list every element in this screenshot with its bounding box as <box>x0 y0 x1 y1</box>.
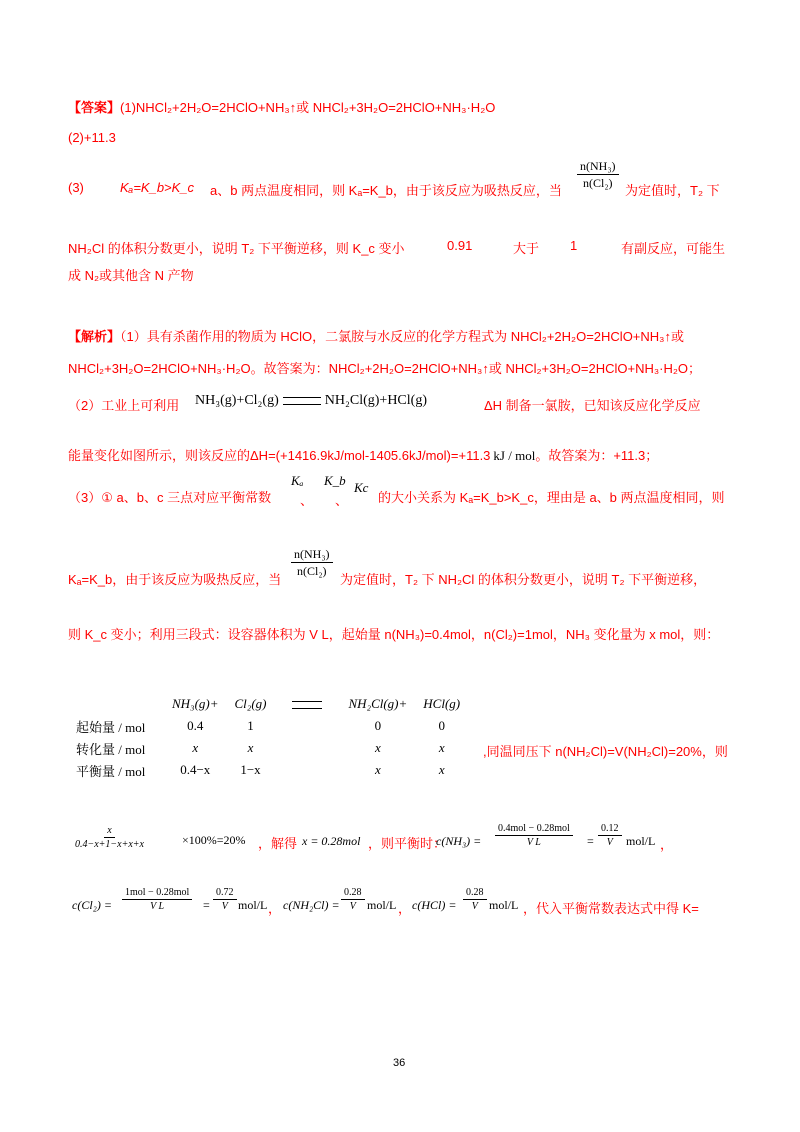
c-nh3-den: V L <box>526 837 541 848</box>
answer-3-frac-den: n(Cl₂) <box>583 176 613 190</box>
c-cl2-num: 1mol − 0.28mol <box>122 886 192 900</box>
answer-tag: 【答案】 <box>68 100 121 115</box>
reversible-arrow-icon <box>292 701 322 709</box>
c-hcl-frac <box>463 886 487 913</box>
c-nh2cl-frac <box>341 886 365 913</box>
analysis-p2b-tail: 。故答案为：+11.3； <box>535 448 659 463</box>
calc1-text2: ，则平衡时： <box>368 836 447 851</box>
analysis-p3c: 则 K_c 变小；利用三段式：设容器体积为 V L，起始量 n(NH₃)=0.4mol，n(Cl₂)=1mol，NH₃ 变化量为 x mol，则： <box>68 627 720 642</box>
c-nh3-num: 0.4mol − 0.28mol <box>495 822 573 836</box>
answer-3-text2: 为定值时，T₂ 下 <box>625 183 720 198</box>
row-label: 起始量 / mol <box>76 719 146 735</box>
table-header-cell: HCl(g) <box>423 696 461 711</box>
answer-value-1: 0.91 <box>447 238 473 253</box>
equilibrium-table <box>76 693 468 781</box>
c-cl2-frac <box>122 886 192 913</box>
c-nh3-lhs: c(NH₃) = <box>436 834 482 848</box>
analysis-p3-suffix: 的大小关系为 Kₐ=K_b>K_c，理由是 a、b 两点温度相同，则 <box>378 490 725 505</box>
c-nh3-frac <box>495 822 573 849</box>
analysis-p3b-prefix: Kₐ=K_b，由于该反应为吸热反应，当 <box>68 572 282 587</box>
eq-left: NH₃(g)+Cl₂(g) <box>195 393 279 408</box>
analysis-p2b <box>68 445 658 464</box>
table-cell: x <box>374 740 381 755</box>
row-label: 平衡量 / mol <box>76 763 146 779</box>
table-cell: 0.4−x <box>180 762 211 777</box>
c-hcl-den: V <box>471 901 478 912</box>
analysis-p2b-unit: kJ / mol <box>493 448 536 463</box>
eq-right: NH₂Cl(g)+HCl(g) <box>324 393 427 408</box>
table-cell: x <box>374 762 381 777</box>
answer-line4-tail: 有副反应，可能生 <box>621 241 726 256</box>
c-hcl-unit: mol/L <box>489 898 519 912</box>
answer-3-fraction <box>577 158 619 191</box>
c-nh2cl-num: 0.28 <box>341 886 365 900</box>
table-header-cell: NH₃(g)+ <box>172 696 219 711</box>
answer-3-text1: a、b 两点温度相同，则 Kₐ=K_b，由于该反应为吸热反应，当 <box>210 183 562 198</box>
c-nh3-num2: 0.12 <box>598 822 622 836</box>
analysis-p1a-text: （1）具有杀菌作用的物质为 HClO，二氯胺与水反应的化学方程式为 NHCl₂+2H₂O=2HClO+NH₃↑或 <box>120 329 684 344</box>
table-row <box>76 759 468 781</box>
answer-3-k-relation: Kₐ=K_b>K_c <box>120 180 195 195</box>
c-nh3-unit: mol/L <box>626 834 656 848</box>
c-nh3-eq: = <box>587 834 594 848</box>
c-nh2cl-lhs: c(NH₂Cl) = <box>283 898 340 912</box>
c-hcl-num: 0.28 <box>463 886 487 900</box>
table-cell: 0 <box>438 718 445 733</box>
row-label: 转化量 / mol <box>76 741 146 757</box>
analysis-p2b-text: 能量变化如图所示，则该反应的ΔH=(+1416.9kJ/mol-1405.6kJ/mol)=+11.3 <box>68 448 491 463</box>
k-c-symbol: Kc <box>354 480 369 495</box>
answer-line2: (2)+11.3 <box>68 130 116 145</box>
table-cell: 1 <box>247 718 254 733</box>
answer-line5: 成 N₂或其他含 N 产物 <box>68 268 194 283</box>
c-nh3-frac2 <box>598 822 622 849</box>
c-cl2-den2: V <box>221 901 228 912</box>
table-row <box>76 737 468 759</box>
table-cell: 0 <box>374 718 382 733</box>
c-cl2-frac2 <box>213 886 237 913</box>
table-row <box>76 715 468 737</box>
calc1-rest: ×100%=20% <box>182 833 246 847</box>
c-nh3-den2: V <box>606 837 613 848</box>
answer-3-frac-num: n(NH₃) <box>577 158 619 175</box>
analysis-p2-prefix: （2）工业上可利用 <box>68 398 180 413</box>
c-cl2-unit: mol/L <box>238 898 268 912</box>
c-nh2cl-den: V <box>349 901 356 912</box>
analysis-final: ，代入平衡常数表达式中得 K= <box>523 901 699 916</box>
table-cell: x <box>247 740 254 755</box>
comma-1: ， <box>660 837 674 852</box>
c-cl2-eq: = <box>203 898 210 912</box>
analysis-tag: 【解析】 <box>68 329 121 344</box>
comma-3: ， <box>398 901 412 916</box>
analysis-p3b-fraction <box>291 546 333 579</box>
c-cl2-lhs: c(Cl₂) = <box>72 898 112 912</box>
answer-line1 <box>68 97 495 116</box>
table-cell: x <box>438 740 445 755</box>
calc1-fraction <box>72 824 147 851</box>
comma-2: ， <box>268 901 282 916</box>
calc1-text1: ，解得 <box>258 836 298 851</box>
reversible-arrow-icon <box>283 397 321 405</box>
analysis-p3b-suffix: 为定值时，T₂ 下 NH₂Cl 的体积分数更小，说明 T₂ 下平衡逆移， <box>340 572 707 587</box>
table-header-row <box>76 693 468 715</box>
table-cell: 0.4 <box>187 718 204 733</box>
calc1-den: 0.4−x+1−x+x+x <box>75 839 144 850</box>
p3b-frac-den: n(Cl₂) <box>297 564 327 578</box>
analysis-p1a <box>68 326 684 345</box>
sep-1: 、 <box>300 493 314 508</box>
analysis-p1b: NHCl₂+3H₂O=2HClO+NH₃·H₂O。故答案为：NHCl₂+2H₂O=2HClO+NH₃↑或 NHCl₂+3H₂O=2HClO+NH₃·H₂O； <box>68 361 702 376</box>
analysis-p3-prefix: （3）① a、b、c 三点对应平衡常数 <box>68 490 272 505</box>
answer-line4-text: NH₂Cl 的体积分数更小，说明 T₂ 下平衡逆移，则 K_c 变小 <box>68 241 405 256</box>
answer-value-3: 1 <box>570 238 578 253</box>
c-cl2-num2: 0.72 <box>213 886 237 900</box>
c-nh2cl-unit: mol/L <box>367 898 397 912</box>
sep-2: 、 <box>335 493 349 508</box>
page-number: 36 <box>393 1057 406 1069</box>
table-cell: x <box>438 762 445 777</box>
table-cell: 1−x <box>240 762 261 777</box>
calc1-x: x = 0.28mol <box>302 834 361 848</box>
table-header-cell: NH₂Cl(g)+ <box>348 696 408 711</box>
p3b-frac-num: n(NH₃) <box>291 546 333 563</box>
k-b-symbol: K_b <box>324 473 346 488</box>
table-cell: x <box>192 740 199 755</box>
table-header-cell: Cl₂(g) <box>234 696 267 711</box>
calc1-num: x <box>104 824 114 838</box>
analysis-p2-equation <box>195 393 427 409</box>
answer-3-label: (3) <box>68 180 84 195</box>
table-side-text: ,同温同压下 n(NH₂Cl)=V(NH₂Cl)=20%，则 <box>483 744 728 759</box>
answer-1-text: (1)NHCl₂+2H₂O=2HClO+NH₃↑或 NHCl₂+3H₂O=2HClO+NH₃·H₂O <box>120 100 496 115</box>
answer-value-2: 大于 <box>513 241 540 256</box>
k-a-symbol: Kₐ <box>291 473 304 488</box>
analysis-p2-suffix: ΔH 制备一氯胺，已知该反应化学反应 <box>484 398 701 413</box>
c-cl2-den: V L <box>150 901 165 912</box>
c-hcl-lhs: c(HCl) = <box>412 898 457 912</box>
